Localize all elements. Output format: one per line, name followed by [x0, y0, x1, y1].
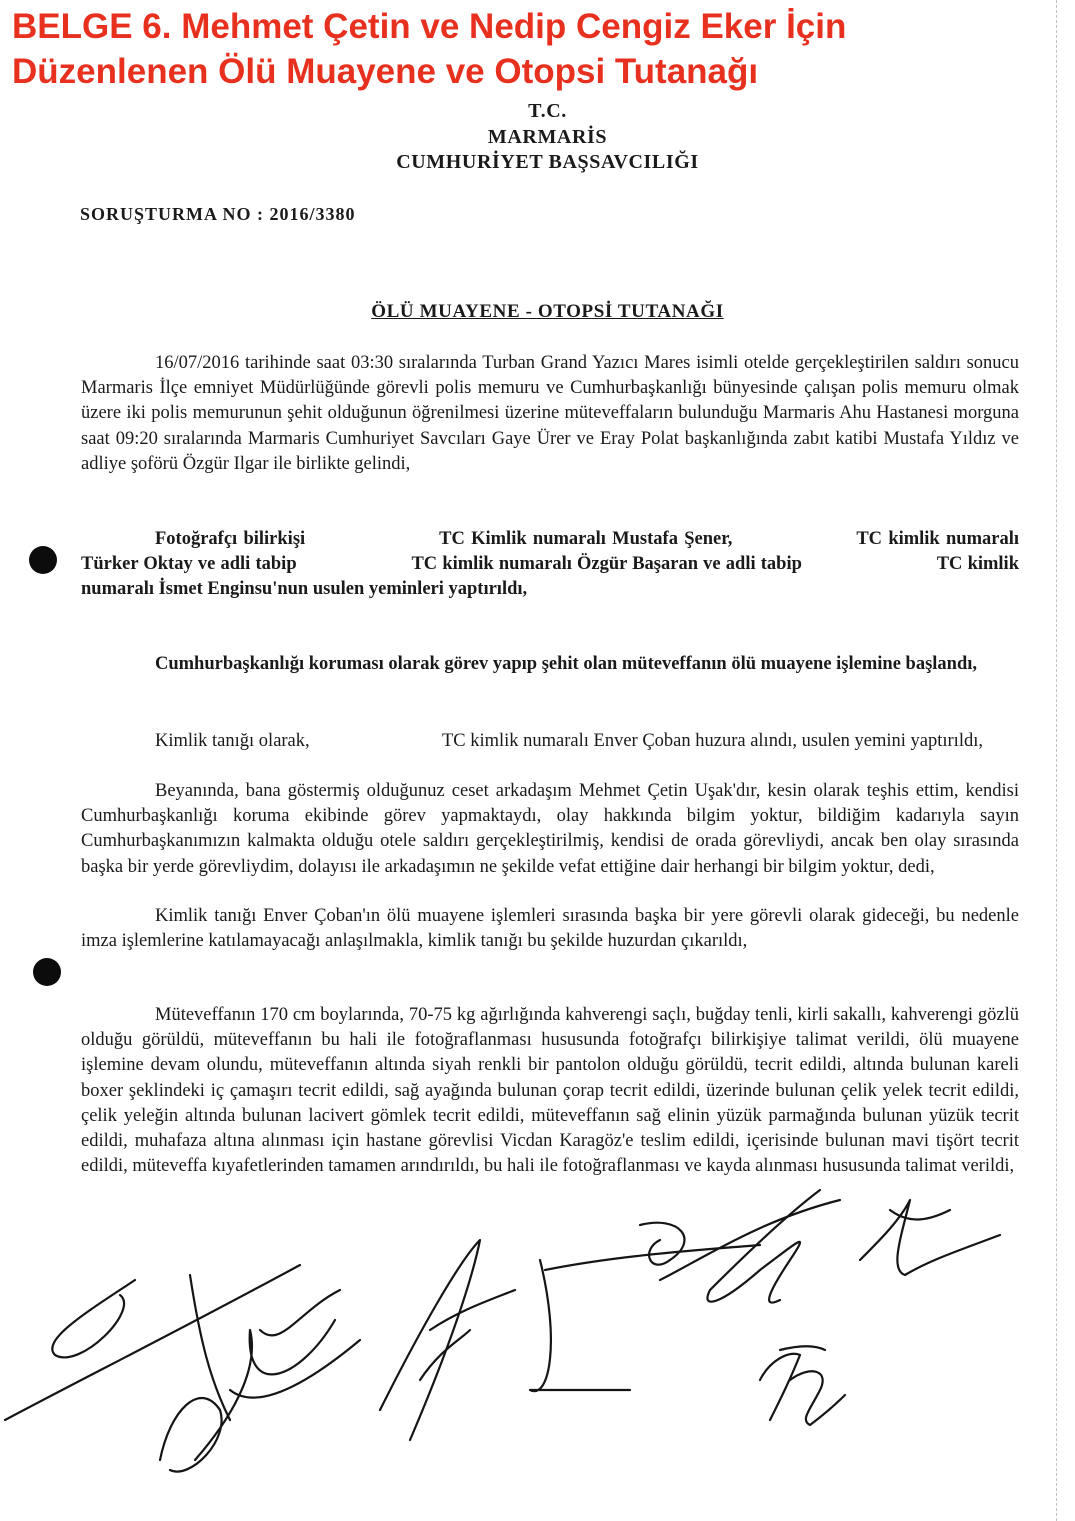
paragraph-body-description: Müteveffanın 170 cm boylarında, 70-75 kg ağırlığında kahverengi saçlı, buğday tenli, kirli sakallı, kahverengi gözlü olduğu görüldü, müteveffanın bu hali ile fotoğraflanması hususunda fotoğrafçı bilirkişiye talimat verildi, ölü muayene işlemine devam olundu, müteveffanın altında siyah renkli bir pantolon olduğu görüldü, tecrit edildi, altında bulunan kareli boxer şeklindeki iç çamaşırı tecrit edildi, sağ ayağında bulunan çorap tecrit edildi, üzerinde bulunan çelik yelek tecrit edildi, çelik yeleğin altında bulunan lacivert gömlek tecrit edildi, müteveffanın sağ elinin yüzük parmağında bulunan yüzük tecrit edildi, muhafaza altına alınması için hastane görevlisi Vicdan Karagöz'e teslim edildi, içerisinde bulunan mavi tişört tecrit edildi, müteveffa kıyafetlerinden tamamen arındırıldı, bu hali ile fotoğraflanması ve kayda alınması hususunda talimat verildi,: [81, 1005, 1019, 1177]
signatures: [0, 1180, 1075, 1521]
header-city: MARMARİS: [487, 126, 608, 148]
oath-photographer: Fotoğrafçı bilirkişi: [155, 529, 306, 549]
punch-hole-upper: [29, 546, 57, 574]
oath-doctor-1: TC kimlik numaralı Özgür Başaran ve adli tabip: [411, 554, 802, 575]
punch-hole-lower: [33, 958, 61, 986]
header-office: CUMHURİYET BAŞSAVCILIĞI: [396, 151, 699, 173]
witness-label: Kimlik tanığı olarak,: [155, 731, 310, 751]
banner-line-1: BELGE 6. Mehmet Çetin ve Nedip Cengiz Eker İçin: [12, 7, 847, 46]
oath-photographer-id: TC Kimlik numaralı Mustafa Şener,: [439, 529, 733, 549]
header-tc: T.C.: [528, 100, 567, 122]
paragraph-intro: 16/07/2016 tarihinde saat 03:30 sıralarında Turban Grand Yazıcı Mares isimli otelde gerçekleştirilen saldırı sonucu Marmaris İlçe emniyet Müdürlüğünde görevli polis memuru ve Cumhurbaşkanlığı bünyesinde çalışan polis memuru olmak üzere iki polis memurunun şehit olduğunun öğrenilmesi üzerine müteveffaların bulunduğu Marmaris Ahu Hastanesi morguna saat 09:20 sıralarında Marmaris Cumhuriyet Savcıları Gaye Ürer ve Eray Polat başkanlığında zabıt katibi Mustafa Yıldız ve adliye şoförü Özgür Ilgar ile birlikte gelindi,: [81, 353, 1019, 474]
document-banner: [12, 4, 1012, 94]
banner-line-2: Düzenlenen Ölü Muayene ve Otopsi Tutanağı: [12, 52, 759, 91]
paragraph-witness: [81, 729, 1019, 754]
oath-doctor-2: TC kimlik numaralı İsmet Enginsu'nun usulen yeminleri yaptırıldı,: [81, 554, 1019, 600]
paragraph-statement: Beyanında, bana göstermiş olduğunuz ceset arkadaşım Mehmet Çetin Uşak'dır, kesin olarak teşhis ettim, kendisi Cumhurbaşkanlığı koruma ekibinde görev yapmaktaydı, olay hakkında bilgim yoktur, bildiğim kadarıyla sayın Cumhurbaşkanımızın kalmakta olduğu otele saldırı gerçekleştirilmiş, kendisi de orada görevliydi, ancak ben olay sırasında başka bir yerde görevliydim, dolayısı ile arkadaşımın ne şekilde vefat ettiğine dair herhangi bir bilgim yoktur, dedi,: [81, 781, 1019, 877]
investigation-number: SORUŞTURMA NO : 2016/3380: [80, 204, 356, 224]
witness-detail: TC kimlik numaralı Enver Çoban huzura alındı, usulen yemini yaptırıldı,: [441, 731, 983, 751]
document-title: ÖLÜ MUAYENE - OTOPSİ TUTANAĞI: [371, 301, 724, 322]
paragraph-examination-start: Cumhurbaşkanlığı koruması olarak görev yapıp şehit olan müteveffanın ölü muayene işlemine başlandı,: [155, 654, 977, 674]
paragraph-witness-leave: Kimlik tanığı Enver Çoban'ın ölü muayene işlemleri sırasında başka bir yere görevli olarak gideceği, bu nedenle imza işlemlerine katılamayacağı anlaşılmakla, kimlik tanığı bu şekilde huzurdan çıkarıldı,: [81, 906, 1019, 952]
oath-expert-2: TC kimlik numaralı Türker Oktay ve adli tabip: [81, 529, 1019, 575]
paragraph-oaths: [81, 527, 1019, 603]
